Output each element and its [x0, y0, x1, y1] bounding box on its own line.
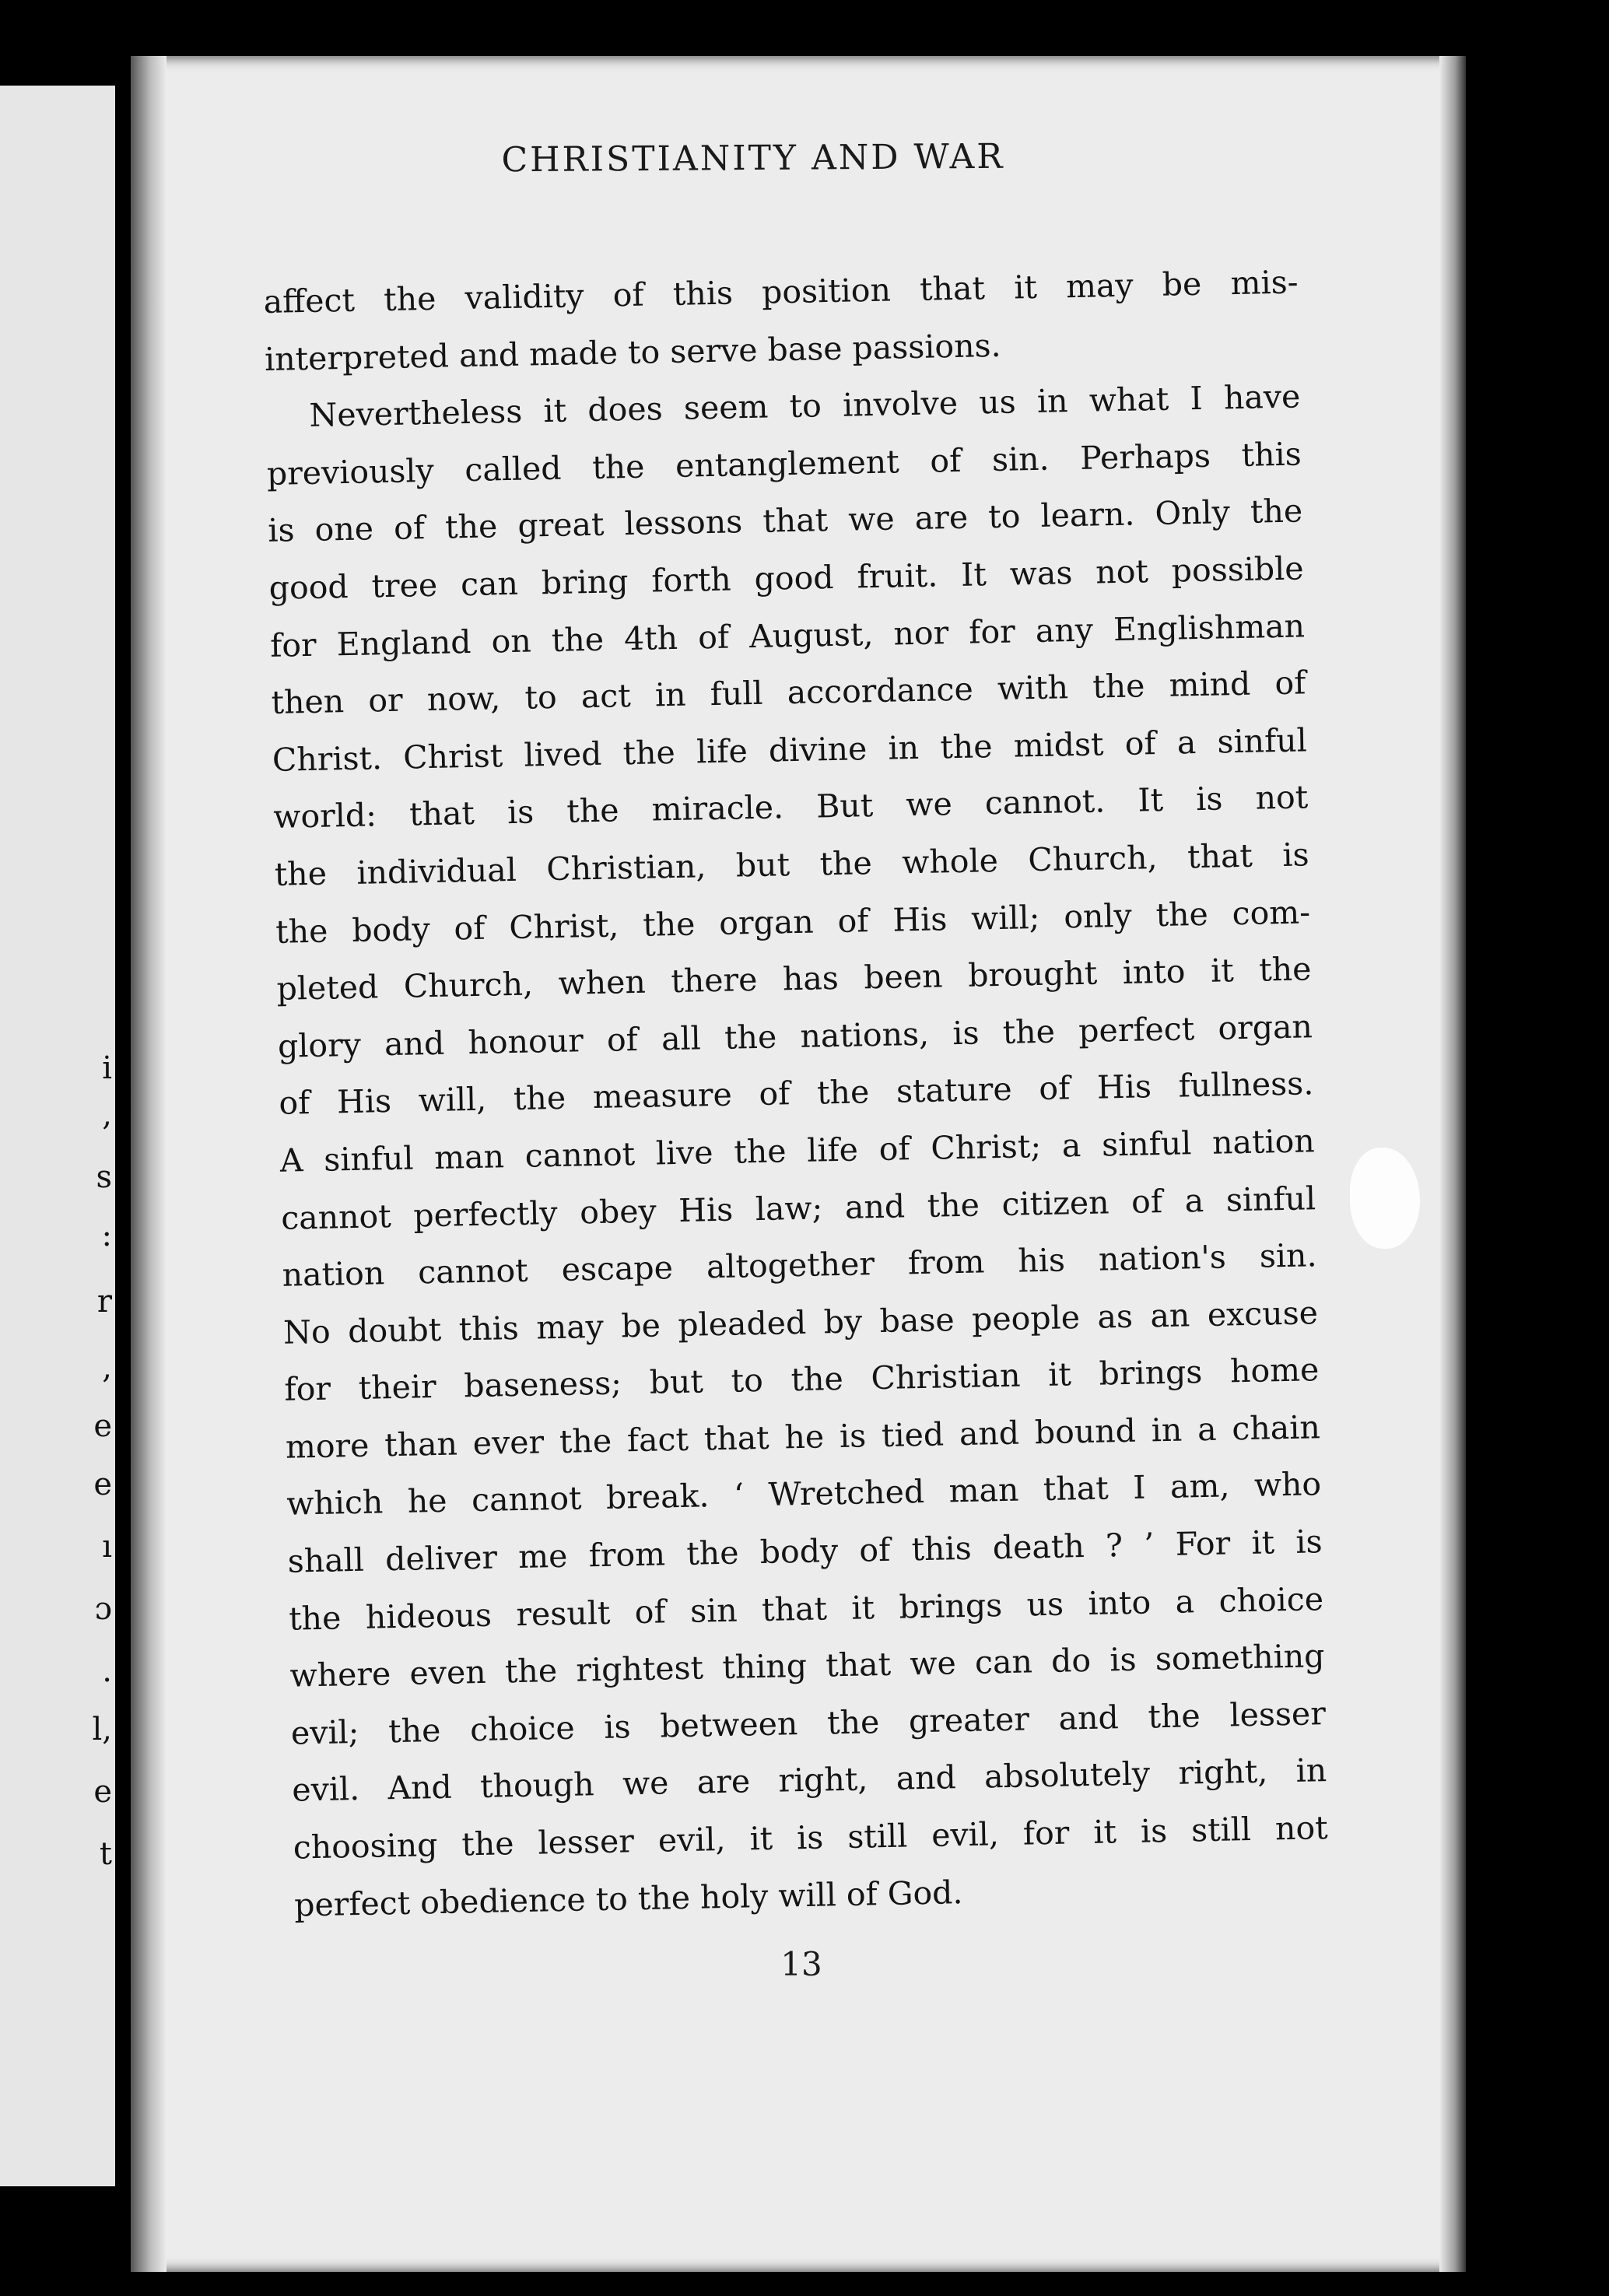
text-line: glory and honour of all the nations, is the perfect organ [277, 1008, 1313, 1065]
text-line: world: that is the miracle. But we cannot. It is not [272, 778, 1309, 836]
left-fragment: : [101, 1218, 112, 1253]
left-fragment: r [96, 1284, 112, 1320]
page-body-text [263, 254, 1330, 1933]
text-line: more than ever the fact that he is tied and bound in a chain [285, 1408, 1321, 1466]
text-line: previously called the entanglement of sin. Perhaps this [266, 435, 1302, 493]
text-line: for their baseness; but to the Christian it brings home [284, 1351, 1320, 1409]
text-line: nation cannot escape altogether from his nation's sin. [282, 1236, 1317, 1294]
left-fragment: e [93, 1408, 112, 1444]
text-line: affect the validity of this position that it may be mis- [263, 263, 1299, 321]
left-fragment: ı [102, 1529, 112, 1565]
text-line: which he cannot break. ‘ Wretched man that I am, who [286, 1465, 1322, 1523]
left-fragment: s [96, 1159, 112, 1195]
left-fragment: . [102, 1653, 112, 1689]
text-line: the body of Christ, the organ of His will; only the com- [275, 892, 1311, 951]
page-number: 13 [780, 1945, 822, 1983]
left-fragment: e [93, 1774, 112, 1810]
text-line: interpreted and made to serve base passions. [264, 326, 1001, 378]
left-fragment: i [102, 1050, 112, 1086]
left-facing-page [0, 86, 115, 2186]
text-line: the hideous result of sin that it brings us into a choice [288, 1579, 1324, 1638]
left-fragment: ɔ [94, 1591, 112, 1627]
left-fragment: , [102, 1350, 112, 1386]
running-header: CHRISTIANITY AND WAR [501, 136, 1005, 181]
text-line: Nevertheless it does seem to involve us in what I have [309, 377, 1301, 435]
text-line: No doubt this may be pleaded by base people as an excuse [282, 1293, 1319, 1351]
page-edge-shadow [1439, 56, 1466, 2272]
text-line: perfect obedience to the holy will of God. [293, 1873, 963, 1924]
text-line: for England on the 4th of August, nor for any Englishman [269, 606, 1306, 664]
text-line: evil; the choice is between the greater and the lesser [290, 1694, 1327, 1752]
text-line: evil. And though we are right, and absolutely right, in [291, 1751, 1327, 1810]
text-line: then or now, to act in full accordance with the mind of [271, 664, 1306, 722]
text-line: Christ. Christ lived the life divine in the midst of a sinful [272, 721, 1308, 779]
left-fragment: e [93, 1467, 112, 1502]
text-line: is one of the great lessons that we are to learn. Only the [267, 492, 1303, 550]
text-line: the individual Christian, but the whole Church, that is [274, 836, 1310, 893]
text-line: choosing the lesser evil, it is still evil, for it is still not [293, 1809, 1329, 1867]
text-line: cannot perfectly obey His law; and the citizen of a sinful [280, 1179, 1316, 1237]
left-fragment: l, [92, 1712, 112, 1747]
text-line: pleted Church, when there has been brought into it the [276, 950, 1312, 1008]
left-fragment: , [102, 1097, 112, 1133]
gutter-shadow [131, 56, 167, 2272]
text-line: A sinful man cannot live the life of Christ; a sinful nation [279, 1122, 1316, 1180]
text-line: of His will, the measure of the stature of His fullness. [279, 1064, 1314, 1123]
text-line: shall deliver me from the body of this death ? ’ For it is [287, 1523, 1323, 1580]
text-line: where even the rightest thing that we can do is something [289, 1637, 1325, 1695]
text-line: good tree can bring forth good fruit. It was not possible [268, 549, 1304, 607]
paper-blemish [1350, 1148, 1420, 1249]
left-fragment: t [99, 1836, 112, 1872]
left-page-margin-fragments [0, 86, 115, 2186]
